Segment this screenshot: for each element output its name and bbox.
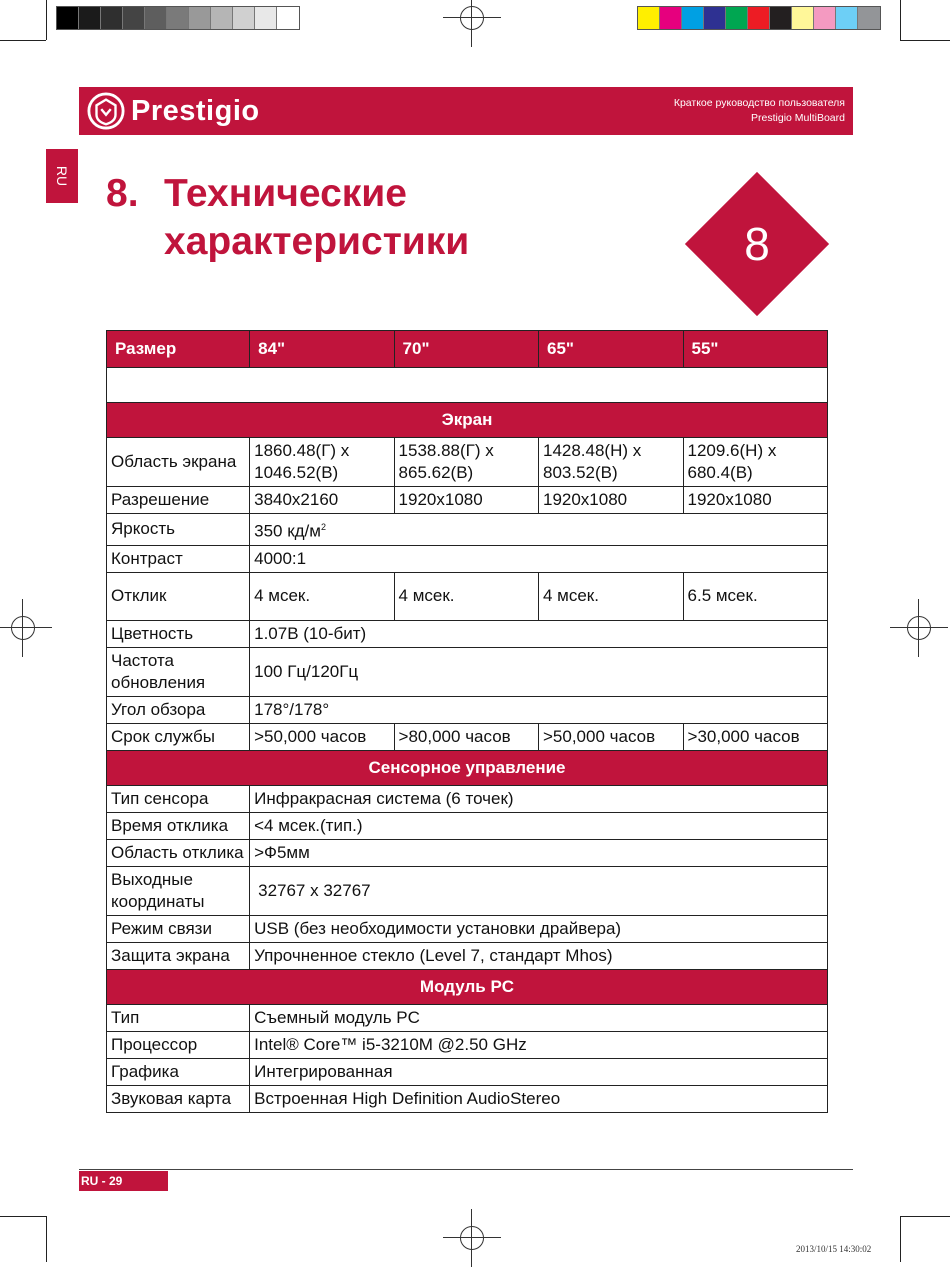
table-row	[107, 545, 828, 572]
row-label: Время отклика	[107, 812, 250, 839]
brand-name: Prestigio	[131, 94, 260, 127]
color-swatch	[748, 7, 770, 29]
table-row	[107, 812, 828, 839]
print-timestamp: 2013/10/15 14:30:02	[796, 1244, 872, 1254]
color-swatch	[145, 7, 167, 29]
cell-value: 1920x1080	[394, 487, 538, 514]
cell-value: 4 мсек.	[394, 572, 538, 620]
cell-value: >30,000 часов	[683, 723, 827, 750]
row-label: Процессор	[107, 1031, 250, 1058]
page-title	[106, 170, 469, 266]
title-line1: Технические	[164, 172, 407, 215]
section-touch: Сенсорное управление	[107, 750, 828, 785]
color-swatch	[682, 7, 704, 29]
gray-swatch-strip	[56, 6, 300, 30]
cell-value: 6.5 мсек.	[683, 572, 827, 620]
row-label: Частота обновления	[107, 647, 250, 696]
cell-value: 4 мсек.	[538, 572, 683, 620]
color-swatch	[167, 7, 189, 29]
color-swatch	[858, 7, 880, 29]
section-row	[107, 750, 828, 785]
cell-value: 178°/178°	[250, 696, 828, 723]
cell-value: 4 мсек.	[250, 572, 394, 620]
footer-divider	[79, 1169, 853, 1170]
table-row	[107, 723, 828, 750]
cell-value: Интегрированная	[250, 1058, 828, 1085]
color-swatch	[123, 7, 145, 29]
crop-mark	[900, 40, 950, 41]
cell-value: 4000:1	[250, 545, 828, 572]
brightness-value: 350 кд/м	[254, 521, 321, 541]
table-row	[107, 572, 828, 620]
cell-value: USB (без необходимости установки драйвера)	[250, 915, 828, 942]
header-65: 65"	[538, 331, 683, 368]
cell-value: >80,000 часов	[394, 723, 538, 750]
table-row	[107, 1031, 828, 1058]
chapter-badge	[685, 172, 829, 316]
cell-value: 1538.88(Г) x 865.62(В)	[394, 438, 538, 487]
table-row	[107, 942, 828, 969]
row-label: Контраст	[107, 545, 250, 572]
row-label: Яркость	[107, 514, 250, 546]
table-row	[107, 785, 828, 812]
table-row	[107, 438, 828, 487]
header-subtitle-line2: Prestigio MultiBoard	[751, 112, 845, 124]
table-row	[107, 487, 828, 514]
table-row	[107, 514, 828, 546]
cell-value: Инфракрасная система (6 точек)	[250, 785, 828, 812]
crop-mark	[0, 40, 46, 41]
color-swatch	[638, 7, 660, 29]
row-label: Область экрана	[107, 438, 250, 487]
section-number: 8.	[106, 172, 139, 215]
language-side-tab	[46, 149, 78, 203]
crop-mark	[0, 1216, 46, 1217]
prestigio-logo-icon	[87, 92, 125, 130]
blank-cell	[107, 368, 828, 403]
row-label: Срок службы	[107, 723, 250, 750]
table-row	[107, 839, 828, 866]
color-swatch	[836, 7, 858, 29]
registration-mark-icon	[457, 1223, 487, 1253]
color-swatch	[277, 7, 299, 29]
color-swatch	[233, 7, 255, 29]
color-swatch	[255, 7, 277, 29]
color-swatch	[57, 7, 79, 29]
row-label: Разрешение	[107, 487, 250, 514]
language-side-tab-label: RU	[53, 165, 70, 187]
color-swatch	[79, 7, 101, 29]
chapter-badge-number: 8	[744, 218, 770, 270]
page-number: RU - 29	[79, 1171, 168, 1191]
section-row	[107, 403, 828, 438]
cell-value: 1920x1080	[538, 487, 683, 514]
color-swatch	[189, 7, 211, 29]
registration-mark-icon	[8, 613, 38, 643]
section-screen: Экран	[107, 403, 828, 438]
cell-value: >Ф5мм	[250, 839, 828, 866]
header-55: 55"	[683, 331, 827, 368]
section-pc: Модуль PC	[107, 969, 828, 1004]
brightness-superscript: 2	[320, 522, 326, 532]
table-row	[107, 696, 828, 723]
header-70: 70"	[394, 331, 538, 368]
color-swatch	[101, 7, 123, 29]
cell-value: >50,000 часов	[250, 723, 394, 750]
row-label: Графика	[107, 1058, 250, 1085]
cell-value: 1.07B (10-бит)	[250, 620, 828, 647]
table-row	[107, 1004, 828, 1031]
cell-value: 1860.48(Г) x 1046.52(В)	[250, 438, 394, 487]
section-row	[107, 969, 828, 1004]
registration-mark-icon	[904, 613, 934, 643]
cell-value: <4 мсек.(тип.)	[250, 812, 828, 839]
table-row	[107, 647, 828, 696]
row-label: Звуковая карта	[107, 1085, 250, 1112]
table-row	[107, 866, 828, 915]
row-label: Цветность	[107, 620, 250, 647]
row-label: Тип сенсора	[107, 785, 250, 812]
cell-value: 3840x2160	[250, 487, 394, 514]
color-swatch	[211, 7, 233, 29]
cell-value: Упрочненное стекло (Level 7, стандарт Mhos)	[250, 942, 828, 969]
row-label: Тип	[107, 1004, 250, 1031]
crop-mark	[46, 1216, 47, 1262]
cell-value: >50,000 часов	[538, 723, 683, 750]
table-row	[107, 1085, 828, 1112]
row-label: Выходные координаты	[107, 866, 250, 915]
cell-value: 1920x1080	[683, 487, 827, 514]
crop-mark	[900, 1216, 950, 1217]
cell-value: Встроенная High Definition AudioStereo	[250, 1085, 828, 1112]
color-swatch	[726, 7, 748, 29]
crop-mark	[900, 0, 901, 40]
cell-value: Съемный модуль PC	[250, 1004, 828, 1031]
row-label: Угол обзора	[107, 696, 250, 723]
blank-row	[107, 368, 828, 403]
crop-mark	[900, 1216, 901, 1262]
header-size: Размер	[107, 331, 250, 368]
header-subtitle-line1: Краткое руководство пользователя	[673, 97, 845, 109]
row-label: Отклик	[107, 572, 250, 620]
cell-value	[250, 514, 828, 546]
header-bar	[79, 87, 853, 135]
cell-value: 1428.48(Н) x 803.52(В)	[538, 438, 683, 487]
crop-mark	[46, 0, 47, 40]
table-row	[107, 1058, 828, 1085]
cell-value: 32767 x 32767	[250, 866, 828, 915]
color-swatch	[814, 7, 836, 29]
brand-logo	[87, 92, 260, 130]
header-84: 84"	[250, 331, 394, 368]
row-label: Режим связи	[107, 915, 250, 942]
row-label: Область отклика	[107, 839, 250, 866]
color-swatch	[704, 7, 726, 29]
table-row	[107, 620, 828, 647]
registration-mark-icon	[457, 3, 487, 33]
title-line2: характеристики	[164, 220, 470, 263]
header-subtitle	[674, 96, 845, 126]
cell-value: Intel® Core™ i5-3210M @2.50 GHz	[250, 1031, 828, 1058]
row-label: Защита экрана	[107, 942, 250, 969]
table-row	[107, 915, 828, 942]
cell-value: 1209.6(Н) x 680.4(В)	[683, 438, 827, 487]
cell-value: 100 Гц/120Гц	[250, 647, 828, 696]
color-swatch	[660, 7, 682, 29]
table-header-row	[107, 331, 828, 368]
spec-table	[106, 330, 828, 1113]
color-swatch	[770, 7, 792, 29]
color-swatch	[792, 7, 814, 29]
color-swatch-strip	[637, 6, 881, 30]
